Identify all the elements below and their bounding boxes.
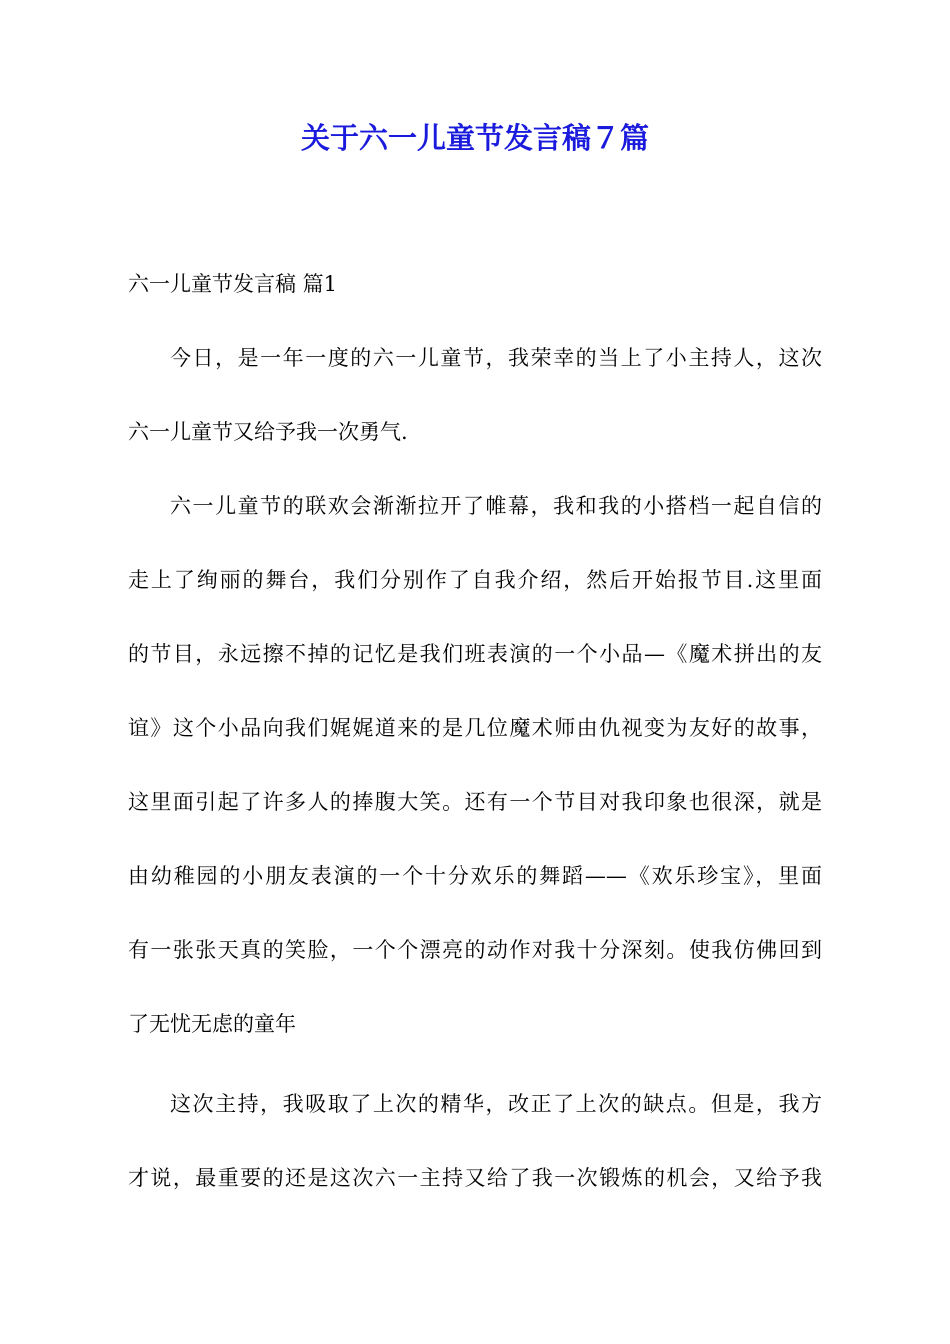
paragraph-line: 这次主持，我吸取了上次的精华，改正了上次的缺点。但是，我方 <box>170 1092 822 1116</box>
paragraph-line: 今日，是一年一度的六一儿童节，我荣幸的当上了小主持人，这次 <box>170 346 822 370</box>
paragraph-line: 六一儿童节又给予我一次勇气. <box>128 420 408 444</box>
paragraph-line: 六一儿童节的联欢会渐渐拉开了帷幕，我和我的小搭档一起自信的 <box>170 494 822 518</box>
paragraph-line: 的节目，永远擦不掉的记忆是我们班表演的一个小品—《魔术拼出的友 <box>128 642 822 666</box>
document-title: 关于六一儿童节发言稿７篇 <box>300 121 649 155</box>
paragraph-line: 走上了绚丽的舞台，我们分别作了自我介绍，然后开始报节目.这里面 <box>128 568 822 592</box>
paragraph-line: 这里面引起了许多人的捧腹大笑。还有一个节目对我印象也很深，就是 <box>128 790 822 814</box>
paragraph-line: 有一张张天真的笑脸，一个个漂亮的动作对我十分深刻。使我仿佛回到 <box>128 938 822 962</box>
paragraph-line: 谊》这个小品向我们娓娓道来的是几位魔术师由仇视变为友好的故事， <box>128 716 822 740</box>
paragraph-line: 才说，最重要的还是这次六一主持又给了我一次锻炼的机会，又给予我 <box>128 1166 822 1190</box>
paragraph-line: 由幼稚园的小朋友表演的一个十分欢乐的舞蹈——《欢乐珍宝》，里面 <box>128 864 822 888</box>
paragraph-line: 了无忧无虑的童年 <box>128 1012 296 1036</box>
section-heading: 六一儿童节发言稿 篇1 <box>128 272 338 296</box>
